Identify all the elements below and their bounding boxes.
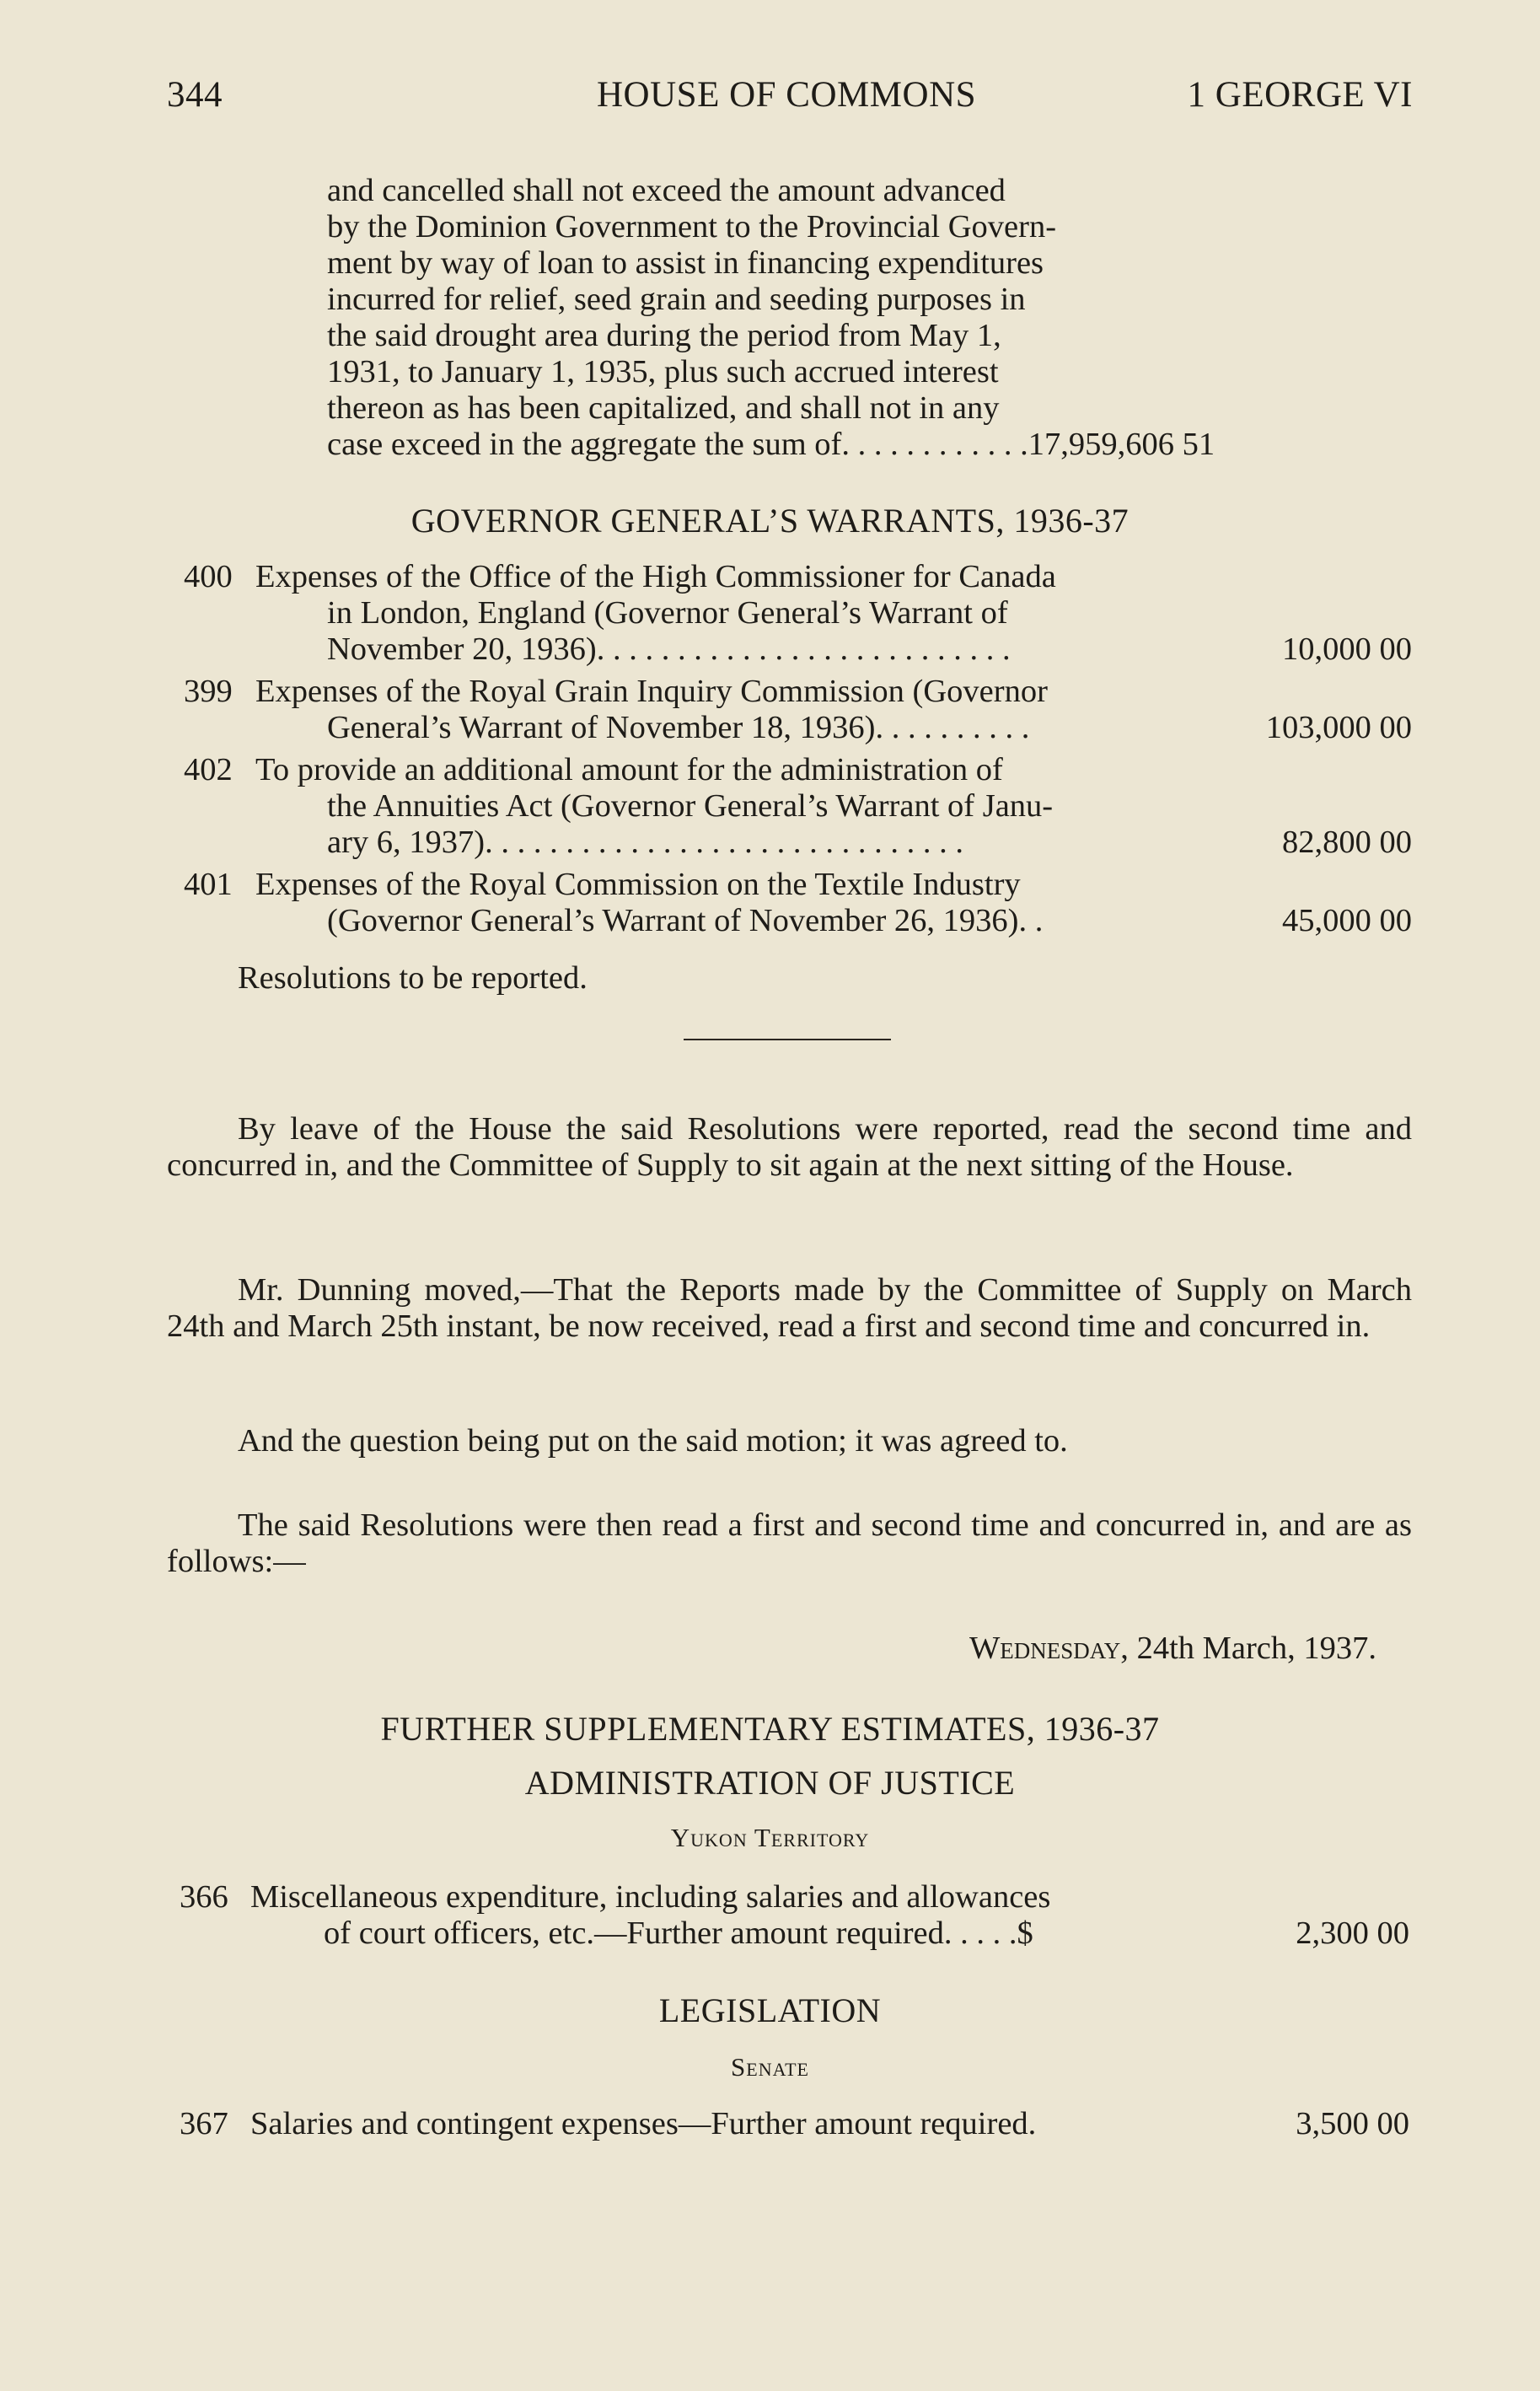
opening-line: ment by way of loan to assist in financing expenditures <box>327 245 1044 281</box>
paragraph-motion: Mr. Dunning moved,—That the Reports made by the Committee of Supply on March 24th and March 25th instant, be now received, read a first and second time and concurred in. <box>167 1272 1412 1344</box>
item-text: of court officers, etc.—Further amount required. . . . .$ <box>324 1915 1033 1951</box>
opening-line: and cancelled shall not exceed the amount advanced <box>327 173 1006 208</box>
dateline <box>969 1630 1376 1667</box>
item-number: 401 <box>184 867 233 902</box>
item-text: Salaries and contingent expenses—Further amount required. <box>250 2106 1037 2141</box>
running-title: HOUSE OF COMMONS <box>597 75 977 115</box>
item-number: 399 <box>184 674 233 709</box>
item-text: To provide an additional amount for the administration of <box>255 752 1003 787</box>
item-amount: 103,000 00 <box>1265 710 1412 745</box>
opening-line: thereon as has been capitalized, and shall not in any <box>327 390 1000 426</box>
section-divider <box>684 1039 891 1040</box>
dateline-day: Wednesday, <box>969 1631 1129 1666</box>
page-number: 344 <box>167 75 223 115</box>
item-text: in London, England (Governor General’s Warrant of <box>327 595 1008 631</box>
opening-line: 1931, to January 1, 1935, plus such accrued interest <box>327 354 999 390</box>
item-number: 402 <box>184 752 233 787</box>
opening-line: by the Dominion Government to the Provincial Govern- <box>327 209 1057 244</box>
item-text: General’s Warrant of November 18, 1936). . . . . . . . . . <box>327 710 1030 745</box>
item-text: November 20, 1936). . . . . . . . . . . . . . . . . . . . . . . . . . <box>327 631 1011 667</box>
opening-total-line: case exceed in the aggregate the sum of. . . . . . . . . . . .17,959,606 51 <box>327 427 1215 462</box>
item-text: the Annuities Act (Governor General’s Warrant of Janu- <box>327 788 1054 824</box>
resolutions-note: Resolutions to be reported. <box>238 960 588 996</box>
paragraph-leave: By leave of the House the said Resolutions were reported, read the second time and concurred in, and the Committee of Supply to sit again at the next sitting of the House. <box>167 1111 1412 1183</box>
item-amount: 82,800 00 <box>1282 825 1412 860</box>
item-text: ary 6, 1937). . . . . . . . . . . . . . . . . . . . . . . . . . . . . . <box>327 825 963 860</box>
item-number: 400 <box>184 559 233 594</box>
item-amount: 10,000 00 <box>1282 631 1412 667</box>
estimates-heading: FURTHER SUPPLEMENTARY ESTIMATES, 1936-37 <box>380 1710 1160 1748</box>
item-text: Expenses of the Royal Commission on the Textile Industry <box>255 867 1021 902</box>
opening-line: the said drought area during the period from May 1, <box>327 318 1001 353</box>
opening-line: incurred for relief, seed grain and seeding purposes in <box>327 282 1026 317</box>
section-heading-legislation: LEGISLATION <box>658 1991 882 2029</box>
subheading-yukon: Yukon Territory <box>670 1823 870 1852</box>
section-heading-justice: ADMINISTRATION OF JUSTICE <box>524 1764 1016 1802</box>
subheading-senate: Senate <box>731 2052 809 2082</box>
item-number: 367 <box>180 2106 228 2141</box>
paragraph-resolutions: The said Resolutions were then read a first and second time and concurred in, and are as follows:— <box>167 1507 1412 1579</box>
item-text: (Governor General’s Warrant of November 26, 1936). . <box>327 903 1044 938</box>
regnal-year: 1 GEORGE VI <box>1187 75 1413 115</box>
item-amount: 2,300 00 <box>1296 1915 1409 1951</box>
item-number: 366 <box>180 1879 228 1915</box>
item-amount: 45,000 00 <box>1282 903 1412 938</box>
item-text: Expenses of the Office of the High Commissioner for Canada <box>255 559 1056 594</box>
item-text: Expenses of the Royal Grain Inquiry Commission (Governor <box>255 674 1048 709</box>
paragraph-question: And the question being put on the said motion; it was agreed to. <box>238 1423 1068 1459</box>
warrants-heading: GOVERNOR GENERAL’S WARRANTS, 1936-37 <box>410 502 1130 540</box>
item-amount: 3,500 00 <box>1296 2106 1409 2141</box>
item-text: Miscellaneous expenditure, including salaries and allowances <box>250 1879 1051 1915</box>
dateline-date: 24th March, 1937. <box>1136 1631 1376 1666</box>
